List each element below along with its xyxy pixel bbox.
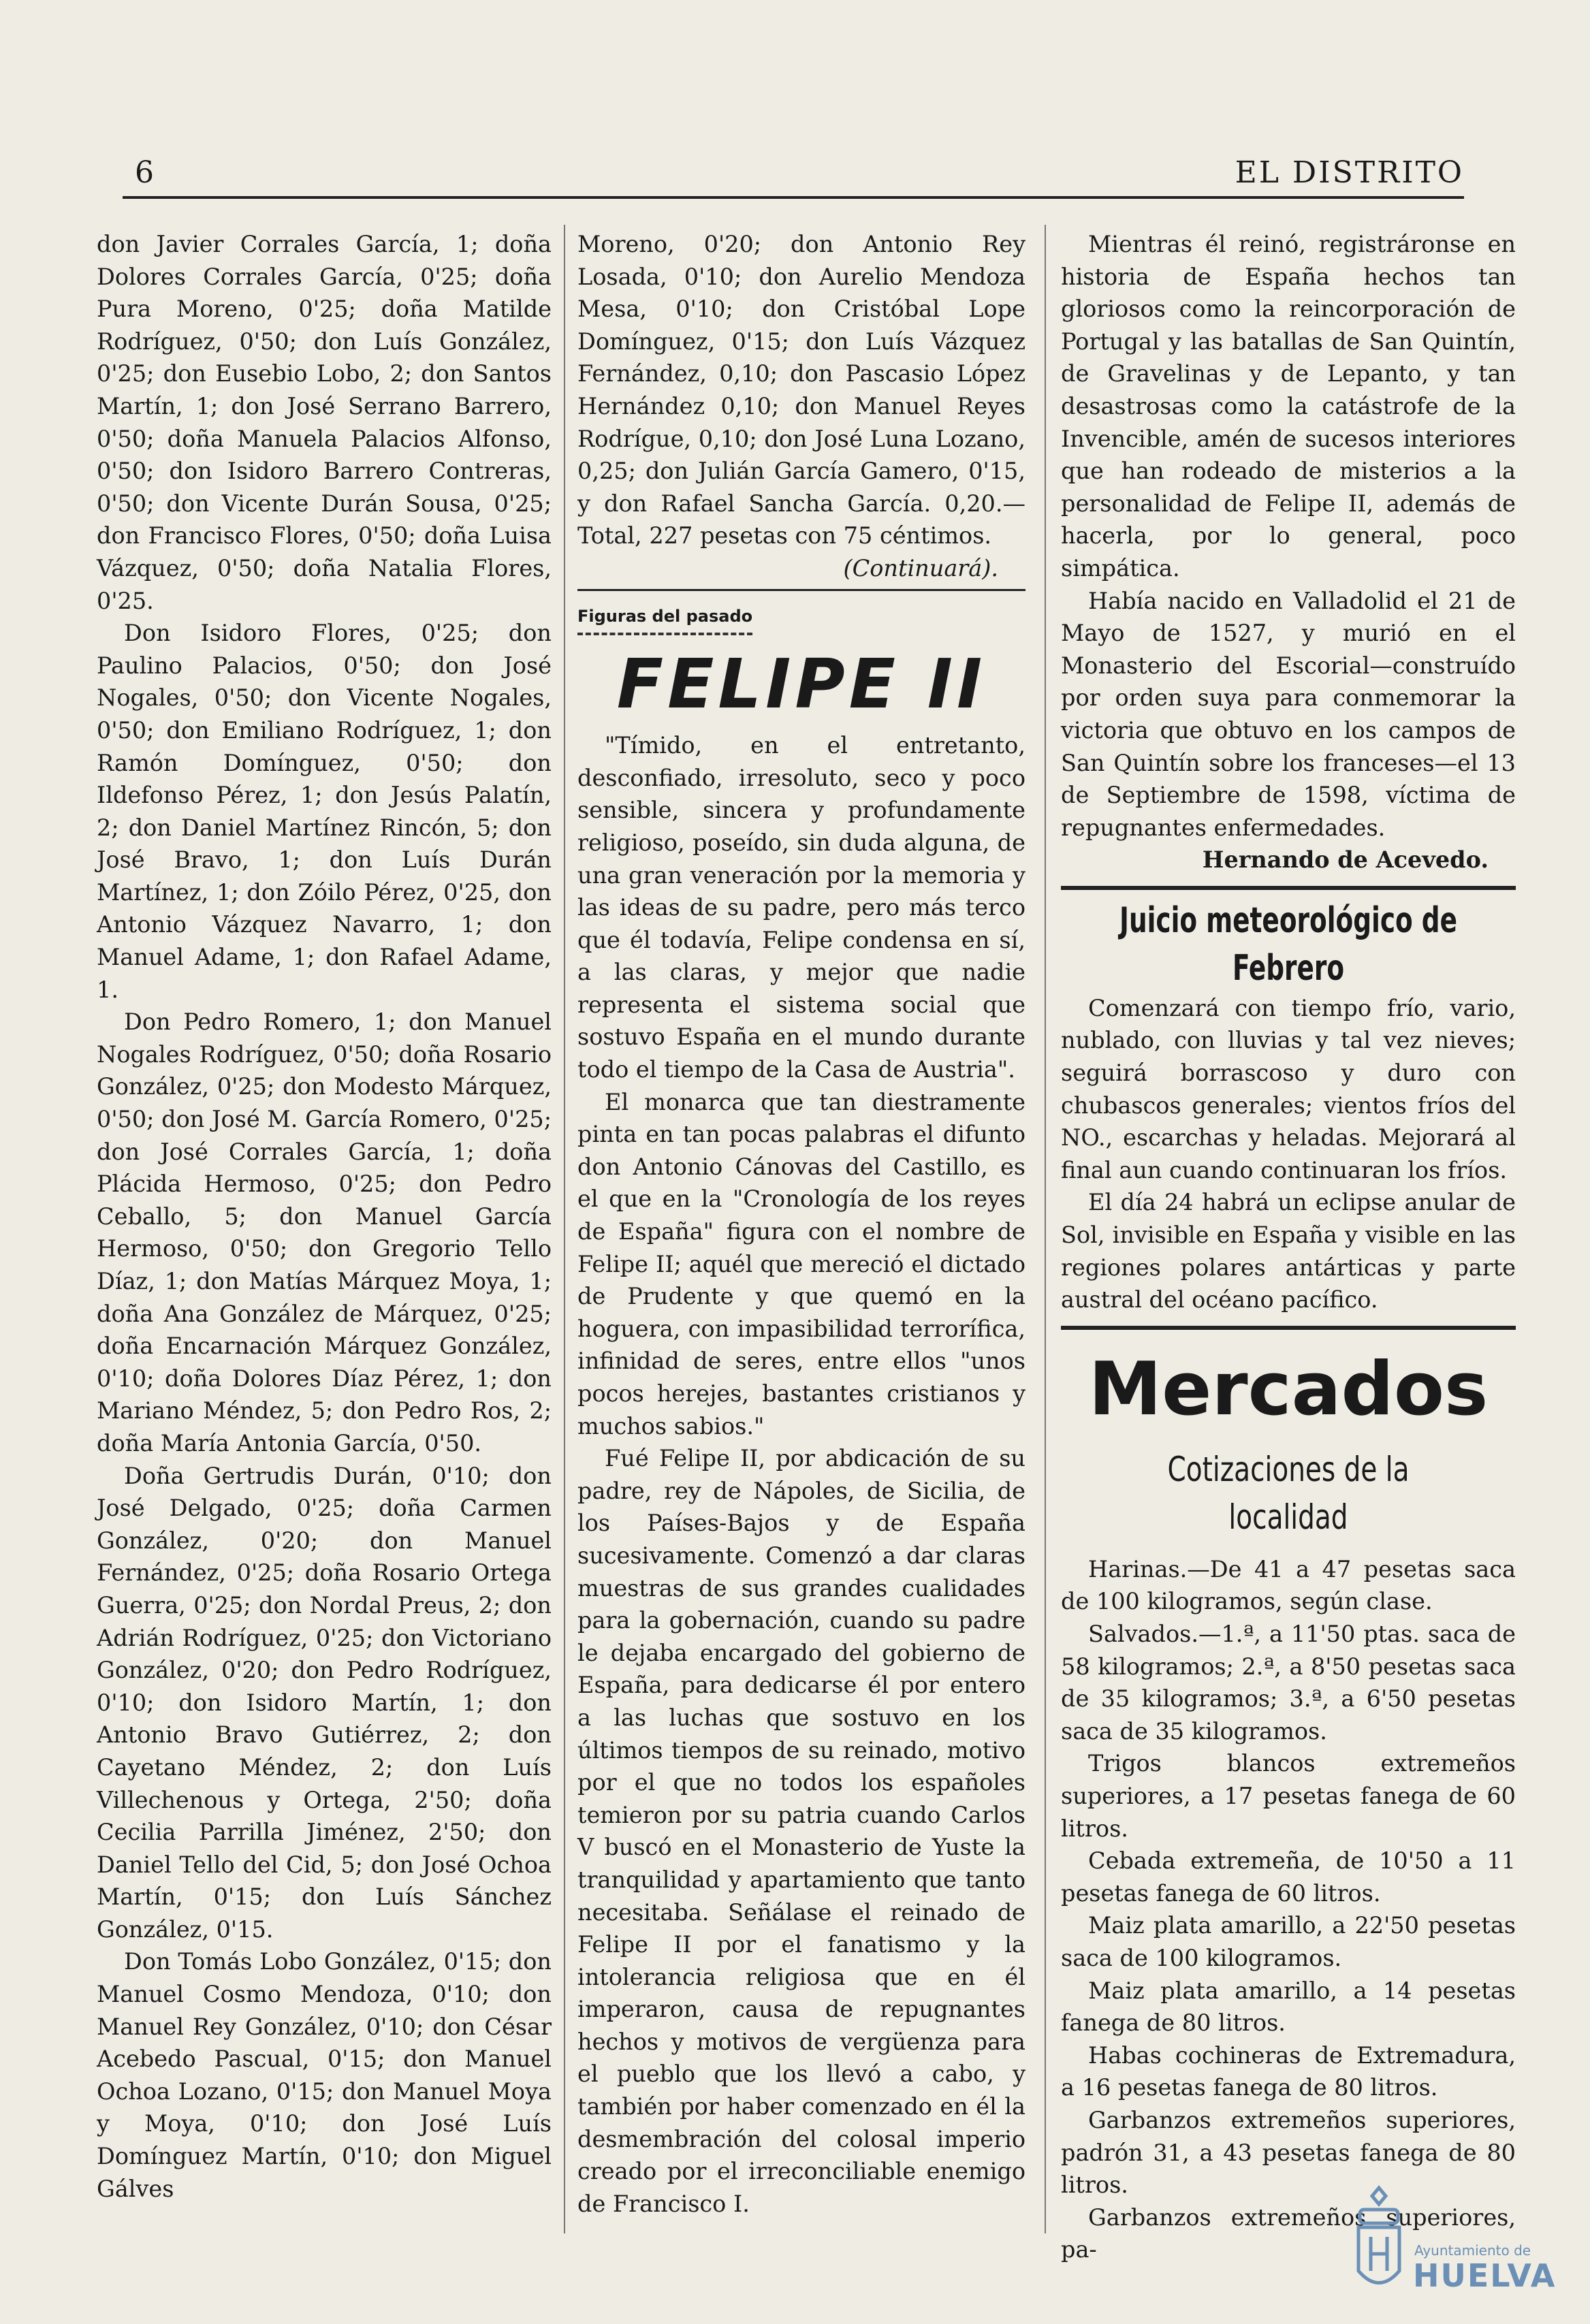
section-title: Juicio meteorológico de Febrero xyxy=(1119,900,1457,989)
page-header xyxy=(123,155,1464,199)
author-signature: Hernando de Acevedo. xyxy=(1202,846,1489,874)
column-divider xyxy=(1045,225,1046,2233)
paragraph: Comenzará con tiempo frío, vario, nublado, con lluvias y tal vez nieves; seguirá borrascoso y duro con chubascos generales; vientos fríos del NO., escarchas y heladas. Mejorará al final aun cuando continuaran los fríos. xyxy=(1061,994,1516,1183)
paragraph: Había nacido en Valladolid el 21 de Mayo de 1527, y murió en el Monasterio del Escorial—construído por orden suya para conmemorar la victoria que obtuvo en los campos de San Quintín sobre los franceses—el 13 de Septiembre de 1598, víctima de repugnantes enfermedades. xyxy=(1061,587,1516,841)
divider xyxy=(577,589,1025,591)
paragraph: Garbanzos extremeños superiores, pa- xyxy=(1061,2203,1516,2263)
huelva-logo xyxy=(1352,2182,1556,2305)
paragraph: Mientras él reinó, registráronse en historia de España hechos tan gloriosos como la reincorporación de Portugal y las batallas de San Quintín, de Gravelinas y de Lepanto, y tan desastrosas como la catástrofe de la Invencible, amén de sucesos interiores que han rodeado de misterios a la personalidad de Felipe II, además de hacerla, por lo general, poco simpática. xyxy=(1061,231,1516,582)
coat-of-arms-icon xyxy=(1352,2182,1406,2298)
paragraph: Maiz plata amarillo, a 22'50 pesetas saca de 100 kilogramos. xyxy=(1061,1912,1516,1971)
paragraph: Garbanzos extremeños superiores, padrón 31, a 43 pesetas fanega de 80 litros. xyxy=(1061,2106,1516,2199)
paragraph: Don Isidoro Flores, 0'25; don Paulino Palacios, 0'50; don José Nogales, 0'50; don Vicente Nogales, 0'50; don Emiliano Rodríguez, 1; don Ramón Domínguez, 0'50; don Ildefonso Pérez, 1; don Jesús Palatín, 2; don Daniel Martínez Rincón, 5; don José Bravo, 1; don Luís Durán Martínez, 1; don Zóilo Pérez, 0'25, don Antonio Vázquez Navarro, 1; don Manuel Adame, 1; don Rafael Adame, 1. xyxy=(97,620,552,1003)
page-number: 6 xyxy=(135,155,154,190)
paragraph: Fué Felipe II, por abdicación de su padre, rey de Nápoles, de Sicilia, de los Países-Bajos y de España sucesivamente. Comenzó a dar claras muestras de sus grandes cualidades para la gobernación, cuando su padre le dejaba encargado del gobierno de España, para dedicarse él por entero a las luchas que sostuvo en los últimos tiempos de su reinado, motivo por el que no todos los españoles temieron por su patria cuando Carlos V buscó en el Monasterio de Yuste la tranquilidad y apartamiento que tanto necesitaba. Señálase el reinado de Felipe II por el fanatismo y la intolerancia religiosa que en él imperaron, causa de repugnantes hechos y motivos de vergüenza para el pueblo que los llevó a cabo, y también por haber comenzado en él la desmembración del colosal imperio creado por el irreconciliable enemigo de Francisco I. xyxy=(577,1445,1025,2217)
column-divider xyxy=(564,225,565,2233)
paragraph: "Tímido, en el entretanto, desconfiado, irresoluto, seco y poco sensible, sincera y profundamente religioso, poseído, sin duda alguna, de una gran veneración por la memoria y las ideas de su padre, pero más terco que él todavía, Felipe condensa en sí, a las claras, y mejor que nadie representa el sistema social que sostuvo España en el mundo durante todo el tiempo de la Casa de Austria". xyxy=(577,732,1025,1083)
paragraph: Cebada extremeña, de 10'50 a 11 pesetas fanega de 60 litros. xyxy=(1061,1847,1516,1907)
section-label: Figuras del pasado xyxy=(577,601,752,636)
paragraph: El monarca que tan diestramente pinta en tan pocas palabras el difunto don Antonio Cánovas del Castillo, es el que en la "Cronología de los reyes de España" figura con el nombre de Felipe II; aquél que mereció el dictado de Prudente y que quemó en la hoguera, con impasibilidad terrorífica, infinidad de seres, entre ellos "unos pocos herejes, bastantes cristianos y muchos sabios." xyxy=(577,1088,1025,1439)
newspaper-title: EL DISTRITO xyxy=(1235,155,1464,190)
continuara-note: (Continuará). xyxy=(843,554,998,582)
paragraph: Maiz plata amarillo, a 14 pesetas fanega de 80 litros. xyxy=(1061,1977,1516,2037)
logo-name: HUELVA xyxy=(1413,2257,1557,2294)
paragraph: Don Pedro Romero, 1; don Manuel Nogales Rodríguez, 0'50; doña Rosario González, 0'25; don Modesto Márquez, 0'50; don José M. García Romero, 0'25; don José Corrales García, 1; doña Plácida Hermoso, 0'25; don Pedro Ceballo, 5; don Manuel García Hermoso, 0'50; don Gregorio Tello Díaz, 1; don Matías Márquez Moya, 1; doña Ana González de Márquez, 0'25; doña Encarnación Márquez González, 0'10; doña Dolores Díaz Pérez, 1; don Mariano Méndez, 5; don Pedro Ros, 2; doña María Antonia García, 0'50. xyxy=(97,1008,552,1457)
divider xyxy=(1061,886,1516,890)
paragraph: El día 24 habrá un eclipse anular de Sol, invisible en España y visible en las regiones polares antárticas y parte austral del océano pacífico. xyxy=(1061,1189,1516,1314)
paragraph: Salvados.—1.ª, a 11'50 ptas. saca de 58 kilogramos; 2.ª, a 8'50 pesetas saca de 35 kilogramos; 3.ª, a 6'50 pesetas saca de 35 kilogramos. xyxy=(1061,1621,1516,1745)
paragraph: Moreno, 0'20; don Antonio Rey Losada, 0'10; don Aurelio Mendoza Mesa, 0'10; don Cristóbal Lope Domínguez, 0'15; don Luís Vázquez Fernández, 0,10; don Pascasio López Hernández 0,10; don Manuel Reyes Rodrígue, 0,10; don José Luna Lozano, 0,25; don Julián García Gamero, 0'15, y don Rafael Sancha García. 0,20.—Total, 227 pesetas con 75 céntimos. xyxy=(577,231,1025,550)
paragraph: Doña Gertrudis Durán, 0'10; don José Delgado, 0'25; doña Carmen González, 0'20; don Manuel Fernández, 0'25; doña Rosario Ortega Guerra, 0'25; don Nordal Preus, 2; don Adrián Rodríguez, 0'25; don Victoriano González, 0'20; don Pedro Rodríguez, 0'10; don Isidoro Martín, 1; don Antonio Bravo Gutiérrez, 2; don Cayetano Méndez, 2; don Luís Villechenous y Ortega, 2'50; doña Cecilia Parrilla Jiménez, 2'50; don Daniel Tello del Cid, 5; don José Ochoa Martín, 0'15; don Luís Sánchez González, 0'15. xyxy=(97,1462,552,1943)
paragraph: don Javier Corrales García, 1; doña Dolores Corrales García, 0'25; doña Pura Moreno, 0'25; doña Matilde Rodríguez, 0'50; don Luís González, 0'25; don Eusebio Lobo, 2; don Santos Martín, 1; don José Serrano Barrero, 0'50; doña Manuela Palacios Alfonso, 0'50; don Isidoro Barrero Contreras, 0'50; don Vicente Durán Sousa, 0'25; don Francisco Flores, 0'50; doña Luisa Vázquez, 0'50; doña Natalia Flores, 0'25. xyxy=(97,231,552,614)
column-donations xyxy=(97,228,552,2244)
paragraph: Habas cochineras de Extremadura, a 16 pesetas fanega de 80 litros. xyxy=(1061,2041,1516,2101)
column-felipe xyxy=(577,228,1025,2244)
logo-subtitle: Ayuntamiento de xyxy=(1414,2242,1531,2259)
section-title: Mercados xyxy=(1088,1346,1489,1432)
section-subtitle: Cotizaciones de la localidad xyxy=(1167,1449,1410,1537)
paragraph: Don Tomás Lobo González, 0'15; don Manuel Cosmo Mendoza, 0'10; don Manuel Rey González, 0'10; don César Acebedo Pascual, 0'15; don Manuel Ochoa Lozano, 0'15; don Manuel Moya y Moya, 0'10; don José Luís Domínguez Martín, 0'10; don Miguel Gálves xyxy=(97,1948,552,2202)
paragraph: Trigos blancos extremeños superiores, a 17 pesetas fanega de 60 litros. xyxy=(1061,1750,1516,1842)
paragraph: Harinas.—De 41 a 47 pesetas saca de 100 kilogramos, según clase. xyxy=(1061,1555,1516,1615)
article-title: FELIPE II xyxy=(616,644,987,725)
divider xyxy=(1061,1326,1516,1330)
